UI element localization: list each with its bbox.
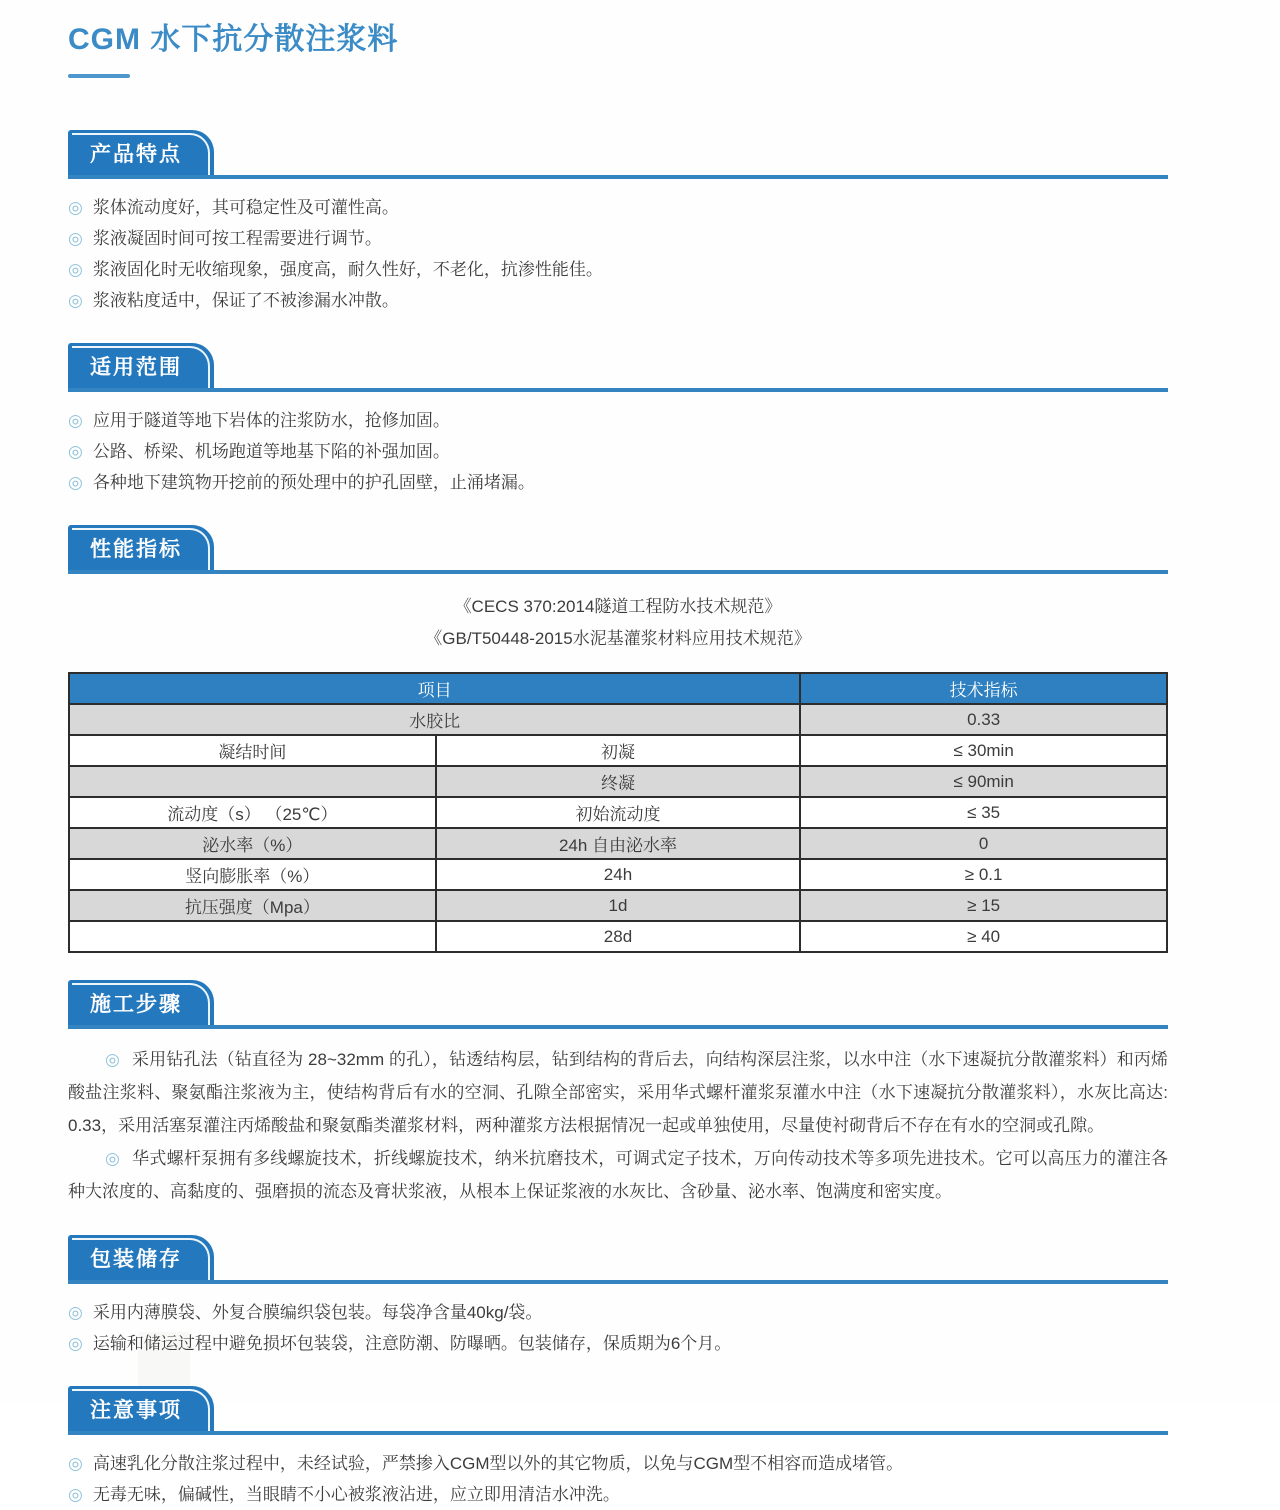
step-text: 华式螺杆泵拥有多线螺旋技术，折线螺旋技术，纳米抗磨技术，可调式定子技术，万向传动技术等多项先进技术。它可以高压力的灌注各种大浓度的、高黏度的、强磨损的流态及膏状浆液，从根本上保证浆液的水灰比、含砂量、泌水率、饱满度和密实度。 xyxy=(68,1149,1168,1201)
list-item-text: 无毒无味，偏碱性，当眼睛不小心被浆液沾进，应立即用清洁水冲洗。 xyxy=(92,1485,620,1504)
construction-steps xyxy=(68,1043,1168,1208)
list-item xyxy=(68,254,1168,285)
list-item xyxy=(68,436,1168,467)
section-header xyxy=(68,345,1168,392)
table-cell: ≤ 35 xyxy=(800,797,1167,828)
table-cell: ≥ 15 xyxy=(800,890,1167,921)
features-list xyxy=(68,192,1168,316)
section-header xyxy=(68,527,1168,574)
list-item-text: 高速乳化分散注浆过程中，未经试验，严禁掺入CGM型以外的其它物质，以免与CGM型不相容而造成堵管。 xyxy=(92,1454,904,1473)
section-header xyxy=(68,1237,1168,1284)
table-row xyxy=(69,890,1167,921)
table-row xyxy=(69,828,1167,859)
table-row xyxy=(69,735,1167,766)
table-cell: ≤ 30min xyxy=(800,735,1167,766)
performance-table xyxy=(68,672,1168,953)
title-underline xyxy=(68,74,130,78)
ring-bullet-icon: ◎ xyxy=(68,1334,83,1353)
list-item xyxy=(68,467,1168,498)
table-cell: 终凝 xyxy=(436,766,801,797)
section-tab-notes: 注意事项 xyxy=(68,1386,214,1431)
list-item xyxy=(68,223,1168,254)
list-item-text: 公路、桥梁、机场跑道等地基下陷的补强加固。 xyxy=(92,442,450,461)
list-item xyxy=(68,1297,1168,1328)
section-features xyxy=(68,132,1168,316)
ring-bullet-icon: ◎ xyxy=(68,229,83,248)
content-area xyxy=(68,0,1168,1510)
step-text: 采用钻孔法（钻直径为 28~32mm 的孔），钻透结构层，钻到结构的背后去，向结构深层注浆，以水中注（水下速凝抗分散灌浆料）和丙烯酸盐注浆料、聚氨酯注浆液为主，使结构背后有水的空洞、孔隙全部密实，采用华式螺杆灌浆泵灌水中注（水下速凝抗分散灌浆料），水灰比高达: 0.33，采用活塞泵灌注丙烯酸盐和聚氨酯类灌浆材料，两种灌浆方法根据情况一起或单独使用，尽量使衬砌背后不存在有水的空洞或孔隙。 xyxy=(68,1050,1168,1135)
table-cell xyxy=(69,766,436,797)
column-header-spec: 技术指标 xyxy=(800,673,1167,704)
table-cell: ≥ 0.1 xyxy=(800,859,1167,890)
section-header xyxy=(68,1388,1168,1435)
section-tab-features: 产品特点 xyxy=(68,130,214,175)
ring-bullet-icon: ◎ xyxy=(68,260,83,279)
standard-references xyxy=(68,591,1168,655)
table-cell: 1d xyxy=(436,890,801,921)
list-item-text: 采用内薄膜袋、外复合膜编织袋包装。每袋净含量40kg/袋。 xyxy=(92,1303,543,1322)
table-header-row xyxy=(69,673,1167,704)
list-item-text: 各种地下建筑物开挖前的预处理中的护孔固壁，止涌堵漏。 xyxy=(92,473,535,492)
ring-bullet-icon: ◎ xyxy=(68,291,83,310)
ring-bullet-icon: ◎ xyxy=(68,473,83,492)
table-row xyxy=(69,859,1167,890)
column-header-item: 项目 xyxy=(69,673,800,704)
notes-list xyxy=(68,1448,1168,1510)
ring-bullet-icon: ◎ xyxy=(105,1050,120,1069)
ring-bullet-icon: ◎ xyxy=(68,1454,83,1473)
section-construction xyxy=(68,982,1168,1208)
step-paragraph xyxy=(68,1142,1168,1208)
scope-list xyxy=(68,405,1168,498)
ring-bullet-icon: ◎ xyxy=(68,1485,83,1504)
list-item xyxy=(68,192,1168,223)
list-item-text: 浆液凝固时间可按工程需要进行调节。 xyxy=(92,229,382,248)
table-cell: 0.33 xyxy=(800,704,1167,735)
packaging-list xyxy=(68,1297,1168,1359)
list-item xyxy=(68,1479,1168,1510)
table-row xyxy=(69,766,1167,797)
section-header xyxy=(68,132,1168,179)
section-header xyxy=(68,982,1168,1029)
table-cell: 24h 自由泌水率 xyxy=(436,828,801,859)
reference-line: 《GB/T50448-2015水泥基灌浆材料应用技术规范》 xyxy=(425,629,811,648)
ring-bullet-icon: ◎ xyxy=(68,442,83,461)
table-cell: 水胶比 xyxy=(69,704,800,735)
page-title: CGM 水下抗分散注浆料 xyxy=(68,23,399,56)
table-cell: 流动度（s） （25℃） xyxy=(69,797,436,828)
table-row xyxy=(69,797,1167,828)
table-cell: 24h xyxy=(436,859,801,890)
ring-bullet-icon: ◎ xyxy=(68,1303,83,1322)
table-cell: 初始流动度 xyxy=(436,797,801,828)
list-item-text: 浆液固化时无收缩现象，强度高，耐久性好，不老化，抗渗性能佳。 xyxy=(92,260,603,279)
table-cell: ≥ 40 xyxy=(800,921,1167,952)
list-item xyxy=(68,405,1168,436)
ring-bullet-icon: ◎ xyxy=(105,1149,121,1168)
table-cell: 凝结时间 xyxy=(69,735,436,766)
table-cell: 初凝 xyxy=(436,735,801,766)
table-cell xyxy=(69,921,436,952)
reference-line: 《CECS 370:2014隧道工程防水技术规范》 xyxy=(454,597,782,616)
section-tab-scope: 适用范围 xyxy=(68,343,214,388)
list-item-text: 浆液粘度适中，保证了不被渗漏水冲散。 xyxy=(92,291,399,310)
list-item xyxy=(68,1448,1168,1479)
section-tab-packaging: 包装储存 xyxy=(68,1235,214,1280)
table-cell: 0 xyxy=(800,828,1167,859)
step-paragraph xyxy=(68,1043,1168,1142)
ring-bullet-icon: ◎ xyxy=(68,411,83,430)
list-item xyxy=(68,1328,1168,1359)
table-cell: ≤ 90min xyxy=(800,766,1167,797)
list-item xyxy=(68,285,1168,316)
table-row xyxy=(69,704,1167,735)
section-packaging xyxy=(68,1237,1168,1359)
table-cell: 泌水率（%） xyxy=(69,828,436,859)
table-row xyxy=(69,921,1167,952)
section-tab-construction: 施工步骤 xyxy=(68,980,214,1025)
table-cell: 抗压强度（Mpa） xyxy=(69,890,436,921)
section-tab-performance: 性能指标 xyxy=(68,525,214,570)
ring-bullet-icon: ◎ xyxy=(68,198,83,217)
list-item-text: 运输和储运过程中避免损坏包装袋，注意防潮、防曝晒。包装储存，保质期为6个月。 xyxy=(92,1334,732,1353)
table-cell: 竖向膨胀率（%） xyxy=(69,859,436,890)
list-item-text: 浆体流动度好，其可稳定性及可灌性高。 xyxy=(92,198,399,217)
list-item-text: 应用于隧道等地下岩体的注浆防水，抢修加固。 xyxy=(92,411,450,430)
section-notes xyxy=(68,1388,1168,1510)
section-performance xyxy=(68,527,1168,953)
section-scope xyxy=(68,345,1168,498)
table-cell: 28d xyxy=(436,921,801,952)
